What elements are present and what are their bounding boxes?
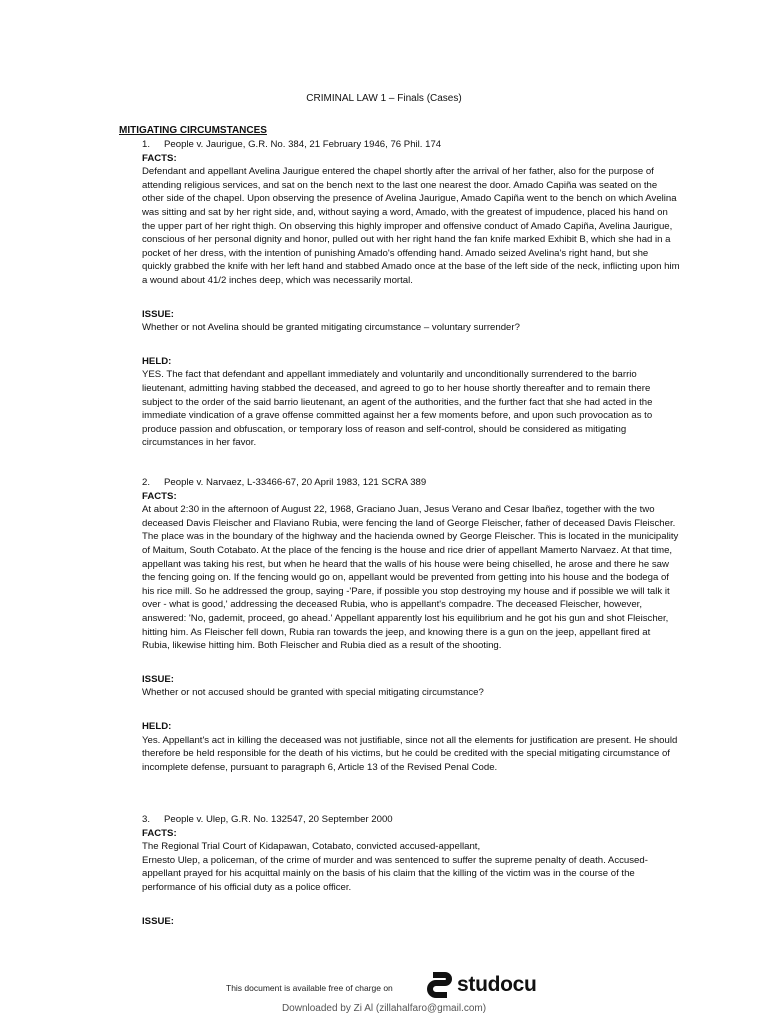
studocu-logo-link[interactable] <box>424 969 537 1001</box>
facts-label: FACTS: <box>142 152 177 164</box>
facts-label: FACTS: <box>142 827 177 839</box>
held-label: HELD: <box>142 355 172 367</box>
availability-notice: This document is available free of charge on <box>226 983 393 993</box>
case-3 <box>142 813 680 928</box>
case-citation: People v. Ulep, G.R. No. 132547, 20 September 2000 <box>164 814 393 825</box>
held-text: YES. The fact that defendant and appellant immediately and voluntarily and unconditionally surrendered to the barrio lieutenant, admitting having stabbed the deceased, and agreed to go to her house shortly thereafter and to remain there subject to the order of the said barrio lieutenant, an agent of the authorities, and the further fact that she had acted in the immediate vindication of a grave offense committed against her a few moments before, and upon such provocation as to produce passion and obfuscation, or temporary loss of reason and self-control, should be considered as mitigating circumstances in her favor. <box>142 369 653 449</box>
case-citation: People v. Jaurigue, G.R. No. 384, 21 February 1946, 76 Phil. 174 <box>164 139 442 150</box>
case-2 <box>142 476 680 774</box>
held-label: HELD: <box>142 720 172 732</box>
facts-label: FACTS: <box>142 490 177 502</box>
downloaded-by-notice: Downloaded by Zi Al (zillahalfaro@gmail.com) <box>281 1003 487 1014</box>
case-citation: People v. Narvaez, L-33466-67, 20 April 1983, 121 SCRA 389 <box>164 477 427 488</box>
brand-name: studocu <box>457 973 537 996</box>
case-number: 2. <box>142 477 151 488</box>
issue-label: ISSUE: <box>142 308 174 320</box>
facts-text: Defendant and appellant Avelina Jaurigue entered the chapel shortly after the arrival of her father, also for the purpose of attending religious services, and sat on the bench next to the last one nearest the door. Amado Capiña was seated on the other side of the chapel. Upon observing the presence of Avelina Jaurigue, Amado Capiña went to the bench on which Avelina was sitting and sat by her right side, and, without saying a word, Amado, with the greatest of impudence, placed his hand on the upper part of her right thigh. On observing this highly improper and offensive conduct of Amado Capiña, Avelina Jaurigue, conscious of her personal dignity and honor, pulled out with her right hand the fan knife marked Exhibit B, which she had in a pocket of her dress, with the intention of punishing Amado's offending hand. Amado seized Avelina's right hand, but she quickly grabbed the knife with her left hand and stabbed Amado once at the base of the left side of the neck, inflicting upon him a wound about 41/2 inches deep, which was necessarily mortal. <box>142 166 680 286</box>
case-number: 3. <box>142 814 151 825</box>
issue-label: ISSUE: <box>142 673 174 685</box>
issue-text: Whether or not accused should be granted with special mitigating circumstance? <box>142 687 484 699</box>
issue-label: ISSUE: <box>142 915 174 927</box>
issue-text: Whether or not Avelina should be granted mitigating circumstance – voluntary surrender? <box>142 322 520 334</box>
case-title <box>142 138 680 152</box>
case-number: 1. <box>142 139 151 150</box>
facts-text: At about 2:30 in the afternoon of August 22, 1968, Graciano Juan, Jesus Verano and Cesar Ibañez, together with the two deceased Davis Fleischer and Flaviano Rubia, were fencing the land of George Fleischer, father of deceased Davis Fleischer. The place was in the boundary of the highway and the hacienda owned by George Fleischer. This is located in the municipality of Maitum, South Cotabato. At the place of the fencing is the house and rice drier of appellant Mamerto Narvaez. At that time, appellant was taking his rest, but when he heard that the walls of his house were being chiselled, he arose and there he saw the fencing going on. If the fencing would go on, appellant would be prevented from getting into his house and the bodega of his rice mill. So he addressed the group, saying -'Pare, if possible you stop destroying my house and if possible we will talk it over - what is good,' addressing the deceased Rubia, who is appellant's compadre. The deceased Fleischer, however, answered: 'No, gademit, proceed, go ahead.' Appellant apparently lost his equilibrium and he got his gun and shot Fleischer, hitting him. As Fleischer fell down, Rubia ran towards the jeep, and knowing there is a gun on the jeep, appellant fired at Rubia, likewise hitting him. Both Fleischer and Rubia died as a result of the shooting. <box>142 504 679 652</box>
held-text: Yes. Appellant's act in killing the deceased was not justifiable, since not all the elements for justification are present. He should therefore be held responsible for the death of his victims, but he could be credited with the special mitigating circumstance of incomplete defense, pursuant to paragraph 6, Article 13 of the Revised Penal Code. <box>142 734 678 773</box>
document-title: CRIMINAL LAW 1 – Finals (Cases) <box>306 93 462 104</box>
case-1 <box>142 138 680 450</box>
section-heading: MITIGATING CIRCUMSTANCES <box>119 125 267 136</box>
studocu-logo-icon <box>424 969 454 1001</box>
facts-text: Ernesto Ulep, a policeman, of the crime of murder and was sentenced to suffer the supreme penalty of death. Accused-appellant prayed for his acquittal mainly on the basis of his claim that the killing of the victim was in the course of the performance of his official duty as a police officer. <box>142 854 648 893</box>
facts-text: The Regional Trial Court of Kidapawan, Cotabato, convicted accused-appellant, <box>142 841 481 853</box>
case-title <box>142 813 680 827</box>
case-title <box>142 476 680 490</box>
